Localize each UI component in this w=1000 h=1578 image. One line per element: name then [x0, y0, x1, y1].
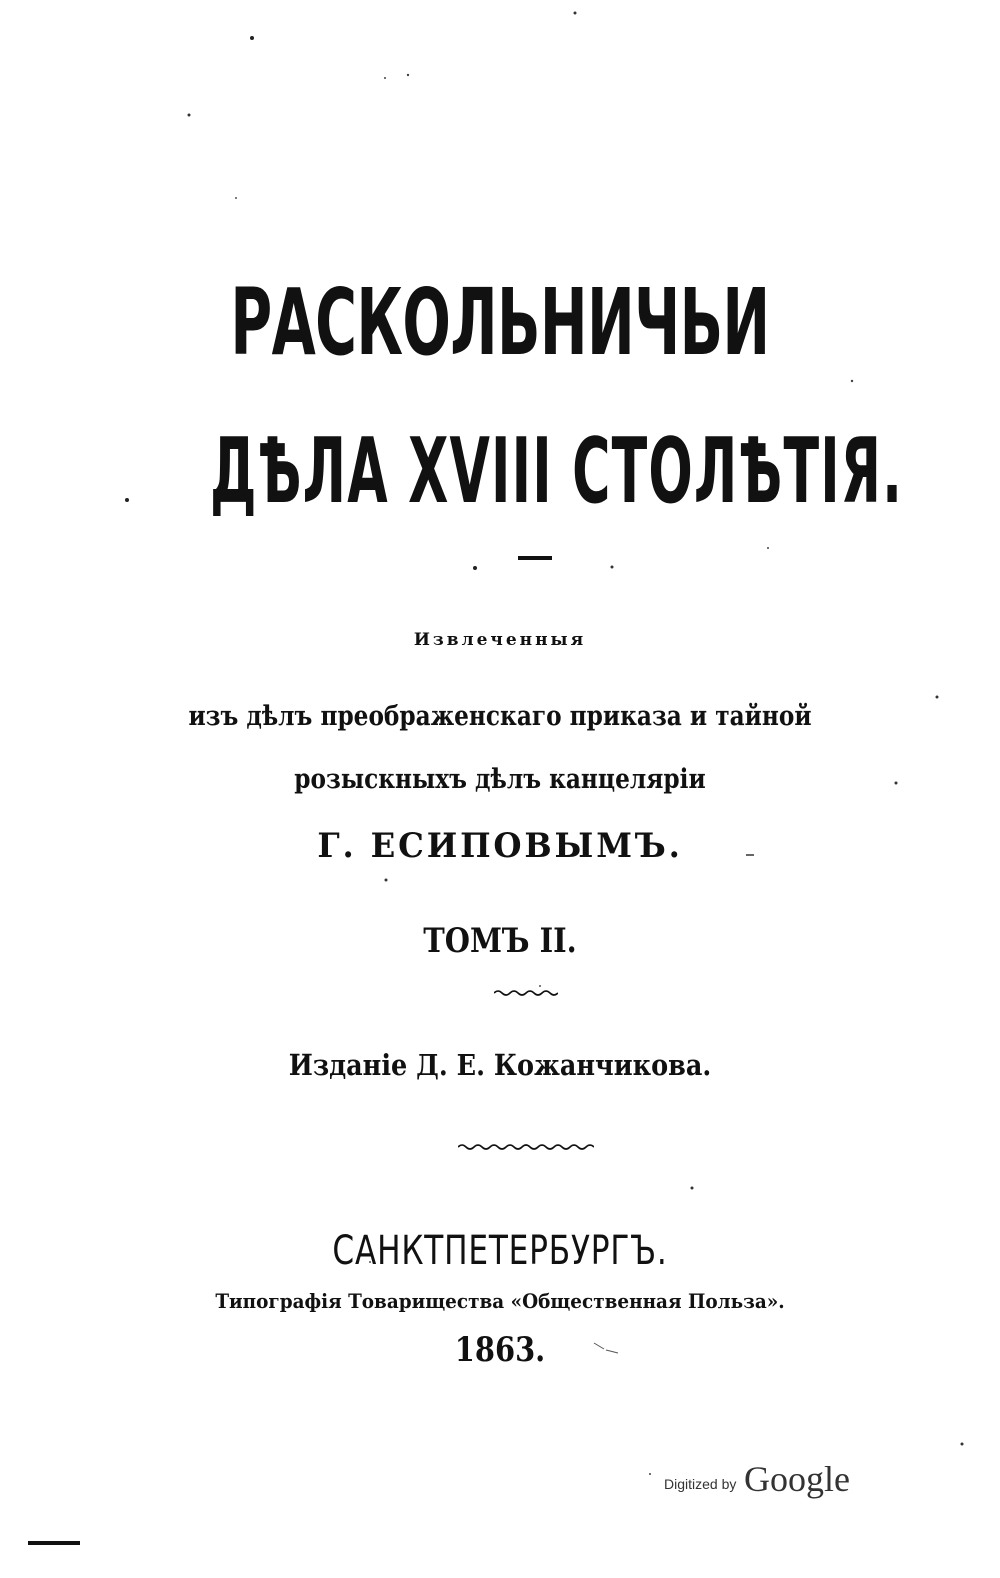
digitized-watermark	[664, 1458, 884, 1502]
imprint-printer: Типографія Товарищества «Общественная Польза».	[215, 1289, 785, 1313]
author-line: Г. ЕСИПОВЫМЪ.	[317, 826, 683, 866]
source-line-2: розыскныхъ дѣлъ канцеляріи	[294, 764, 706, 795]
title-line-2: ДѢЛА XVIII СТОЛѢТІЯ.	[210, 419, 904, 524]
extracted-label: Извлеченныя	[413, 630, 587, 650]
scan-corner-mark	[28, 1541, 80, 1545]
watermark-prefix: Digitized by	[664, 1476, 737, 1492]
title-line-1: РАСКОЛЬНИЧЬИ	[230, 269, 770, 376]
wavy-divider-1	[494, 988, 558, 998]
edition-line: Изданіе Д. Е. Кожанчикова.	[288, 1048, 712, 1082]
source-line-1: изъ дѣлъ преображенскаго приказа и тайной	[188, 701, 812, 732]
google-logo: Google	[744, 1459, 850, 1499]
imprint-city: САНКТПЕТЕРБУРГЪ.	[332, 1228, 668, 1274]
wavy-divider-2	[458, 1142, 594, 1152]
title-dash-divider	[518, 556, 552, 560]
imprint-year: 1863.	[454, 1330, 546, 1370]
volume-label: ТОМЪ II.	[423, 921, 577, 961]
